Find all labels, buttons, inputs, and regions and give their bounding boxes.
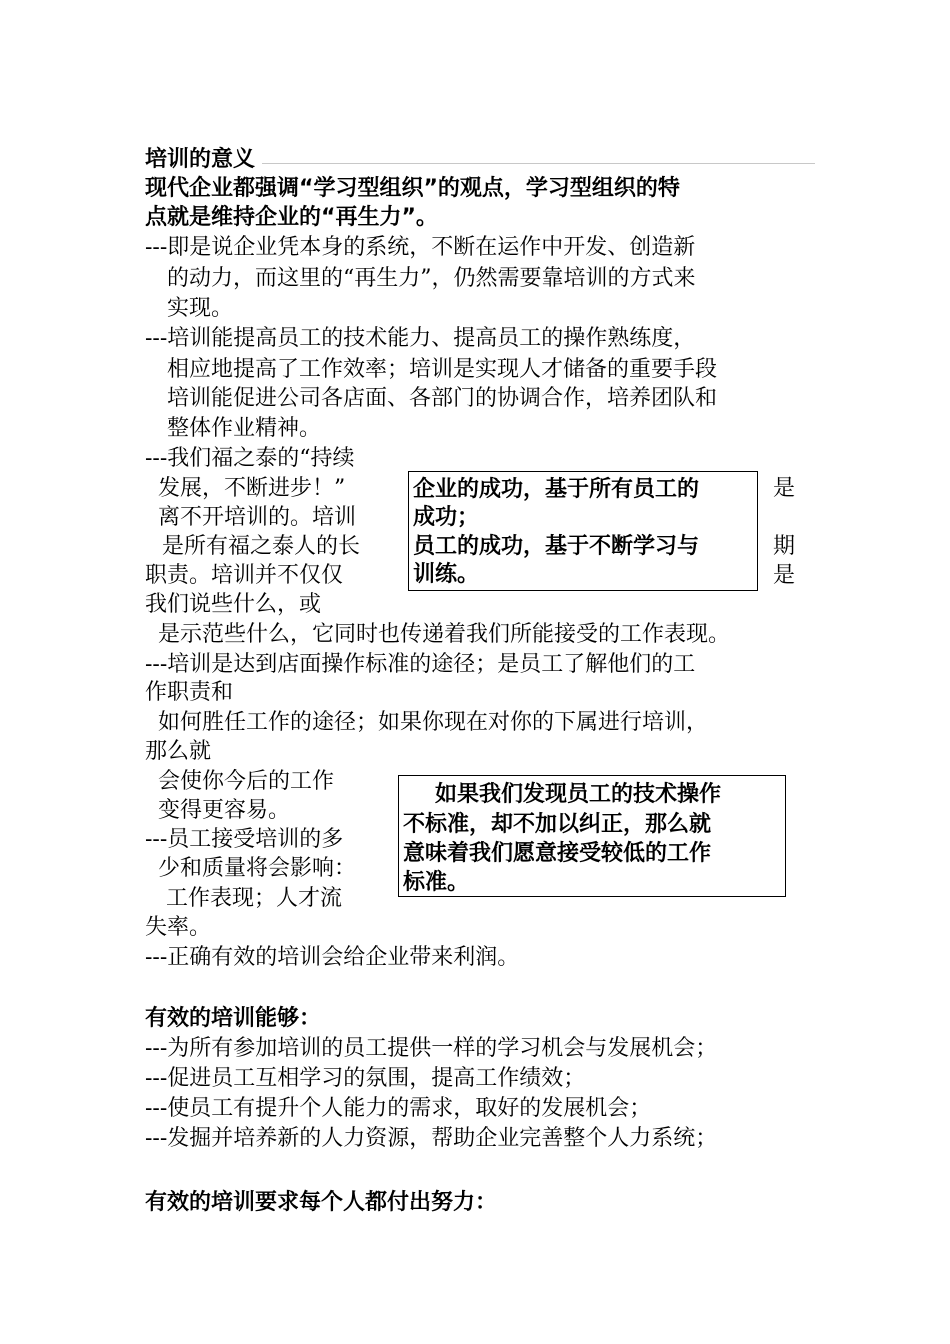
para-line: 会使你今后的工作 — [158, 769, 335, 794]
callout-box-success — [408, 471, 758, 591]
heading-rule — [262, 163, 815, 164]
callout-line: 成功； — [413, 505, 480, 530]
callout-line: 意味着我们愿意接受较低的工作 — [403, 841, 712, 866]
para-line: 离不开培训的。培训 — [158, 505, 357, 530]
para-line: ---我们福之泰的“持续 — [145, 446, 355, 471]
intro-line: 现代企业都强调“学习型组织”的观点，学习型组织的特 — [145, 176, 680, 201]
list-item: ---发掘并培养新的人力资源，帮助企业完善整个人力系统； — [145, 1126, 718, 1151]
section-title: 有效的培训要求每个人都付出努力： — [145, 1190, 498, 1215]
para-line: ---培训是达到店面操作标准的途径；是员工了解他们的工 — [145, 652, 696, 677]
section-title: 有效的培训能够： — [145, 1006, 322, 1031]
para-line: 的动力，而这里的“再生力”，仍然需要靠培训的方式来 — [167, 266, 696, 291]
heading: 培训的意义 — [145, 147, 256, 172]
para-line: ---员工接受培训的多 — [145, 827, 344, 852]
para-line: 实现。 — [167, 296, 234, 321]
callout-line: 企业的成功，基于所有员工的 — [413, 477, 700, 502]
wrap-fragment: 是 — [773, 563, 796, 588]
para-line: 工作表现；人才流 — [166, 886, 343, 911]
para-line: ---即是说企业凭本身的系统，不断在运作中开发、创造新 — [145, 235, 696, 260]
callout-line: 训练。 — [413, 562, 480, 587]
para-line: 变得更容易。 — [158, 798, 291, 823]
para-line: 我们说些什么，或 — [145, 592, 322, 617]
wrap-fragment: 期 — [773, 534, 796, 559]
callout-line: 如果我们发现员工的技术操作 — [435, 782, 722, 807]
para-line: 那么就 — [145, 739, 212, 764]
list-item: ---促进员工互相学习的氛围，提高工作绩效； — [145, 1066, 586, 1091]
list-item: ---使员工有提升个人能力的需求，取好的发展机会； — [145, 1096, 652, 1121]
para-line: 是所有福之泰人的长 — [162, 534, 361, 559]
para-line: 作职责和 — [145, 680, 234, 705]
para-line: 如何胜任工作的途径；如果你现在对你的下属进行培训， — [158, 710, 709, 735]
wrap-fragment: 是 — [773, 476, 796, 501]
para-line: ---培训能提高员工的技术能力、提高员工的操作熟练度， — [145, 326, 696, 351]
para-line: 少和质量将会影响： — [158, 856, 357, 881]
para-line: 培训能促进公司各店面、各部门的协调合作，培养团队和 — [167, 386, 718, 411]
callout-line: 不标准，却不加以纠正，那么就 — [403, 812, 712, 837]
para-line: 相应地提高了工作效率；培训是实现人才储备的重要手段 — [167, 357, 718, 382]
callout-box-standard — [398, 775, 786, 897]
para-line: ---正确有效的培训会给企业带来利润。 — [145, 945, 520, 970]
para-line: 失率。 — [145, 915, 212, 940]
callout-line: 标准。 — [403, 870, 470, 895]
list-item: ---为所有参加培训的员工提供一样的学习机会与发展机会； — [145, 1036, 718, 1061]
para-line: 发展，不断进步！” — [158, 476, 346, 501]
para-line: 职责。培训并不仅仅 — [145, 563, 344, 588]
callout-line: 员工的成功，基于不断学习与 — [413, 534, 700, 559]
para-line: 整体作业精神。 — [167, 416, 322, 441]
intro-line: 点就是维持企业的“再生力”。 — [145, 205, 438, 230]
para-line: 是示范些什么，它同时也传递着我们所能接受的工作表现。 — [158, 622, 731, 647]
